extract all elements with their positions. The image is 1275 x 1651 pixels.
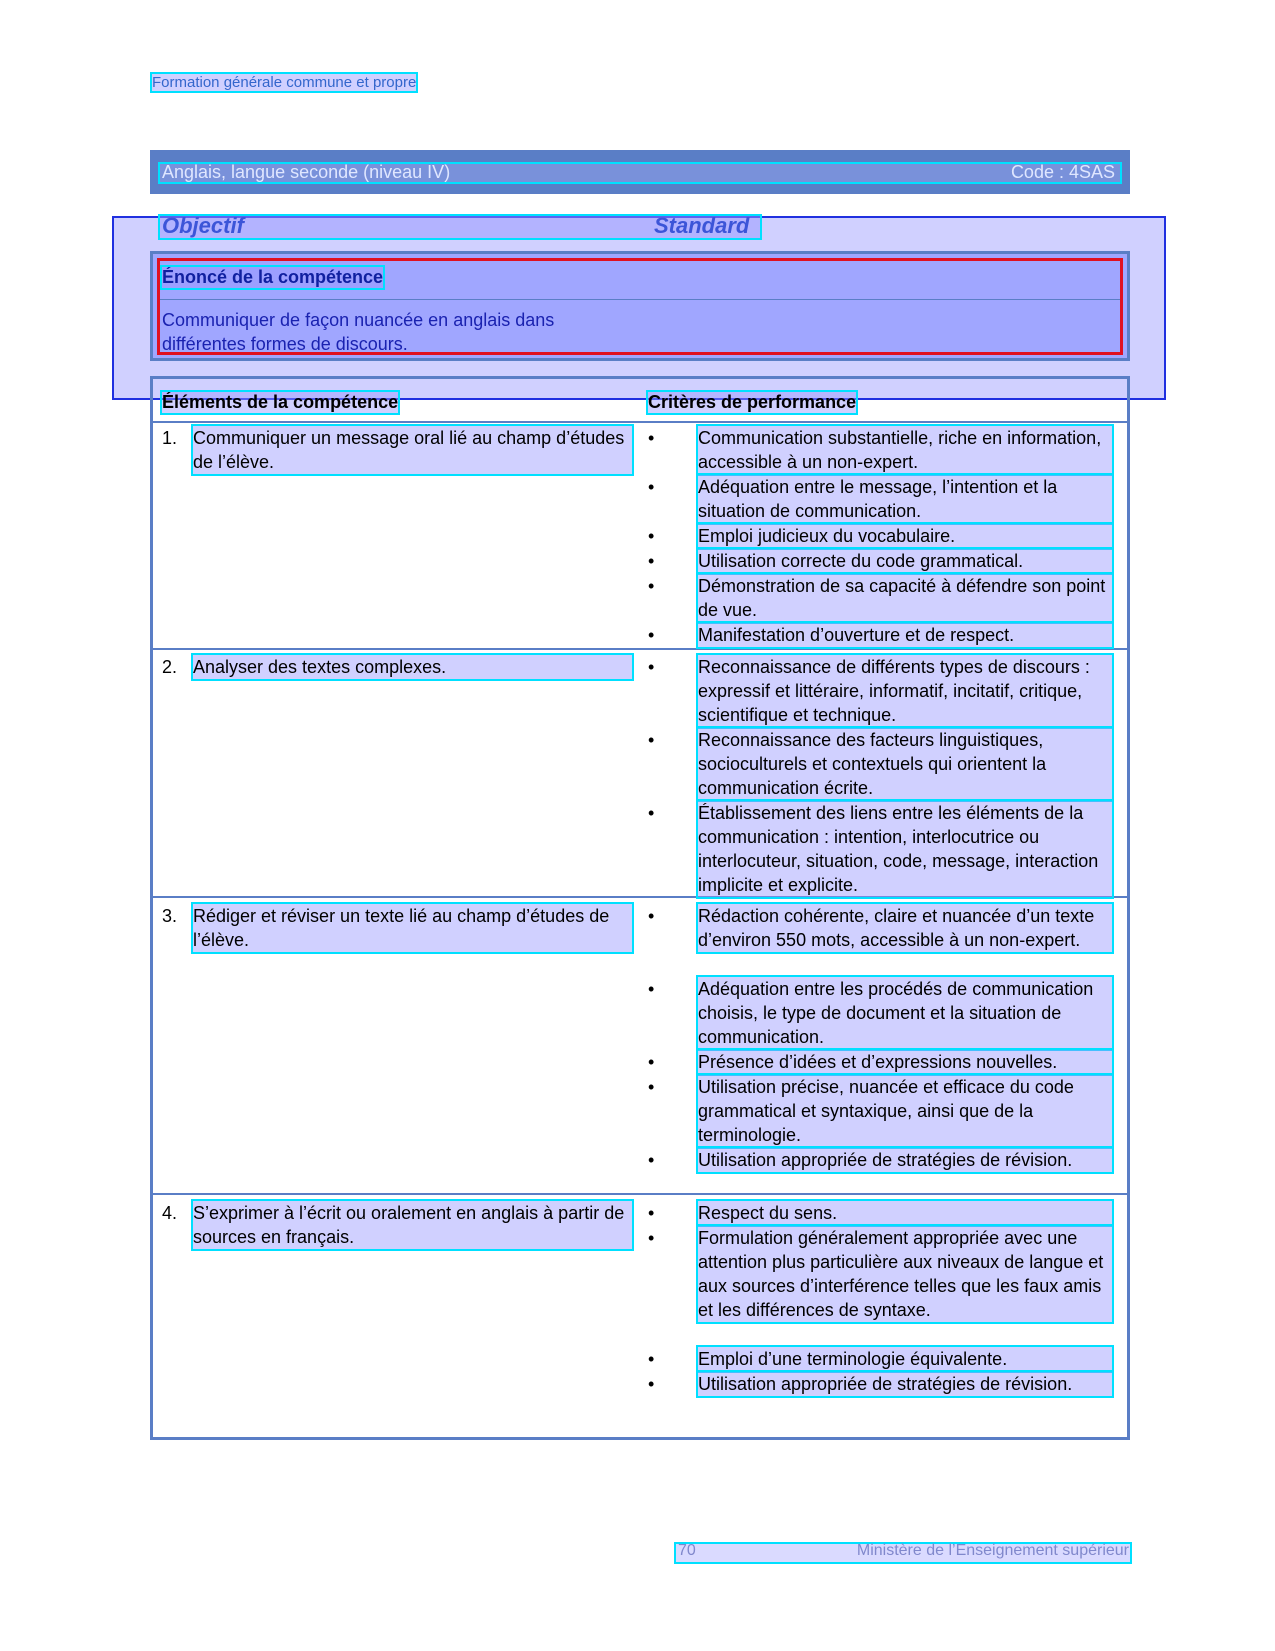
bullet-icon: • [648,979,655,999]
criterion-item: • Adéquation entre les procédés de communication choisis, le type de document et la situation de communication. [652,977,1112,1049]
objectif-label: Objectif [162,213,244,238]
element-text: S’exprimer à l’écrit ou oralement en anglais à partir de sources en français. [193,1201,632,1249]
criterion-item: • Utilisation correcte du code grammatical. [652,549,1112,573]
elements-header: Éléments de la compétence [162,392,399,412]
bullet-icon: • [648,1150,655,1170]
criterion-item: • Emploi d’une terminologie équivalente. [652,1347,1112,1371]
criterion-item: • Utilisation précise, nuancée et efficace du code grammatical et syntaxique, ainsi que de la terminologie. [652,1075,1112,1147]
criterion-item: • Utilisation appropriée de stratégies de révision. [652,1148,1112,1172]
criterion-item: • Reconnaissance des facteurs linguistiques, socioculturels et contextuels qui orientent la communication écrite. [652,728,1112,800]
bullet-icon: • [648,526,655,546]
bullet-icon: • [648,1077,655,1097]
course-title: Anglais, langue seconde (niveau IV) [162,162,451,182]
criterion-item: • Emploi judicieux du vocabulaire. [652,524,1112,548]
element-text: Analyser des textes complexes. [193,655,632,679]
table-row-element [162,1201,632,1249]
bullet-icon: • [648,1203,655,1223]
table-row-divider [152,648,1128,650]
criterion-item: • Reconnaissance de différents types de discours : expressif et littéraire, informatif, incitatif, critique, scientifique et technique. [652,655,1112,727]
page-number: 70 [678,1542,696,1559]
bullet-icon: • [648,1374,655,1394]
bullet-icon: • [648,1349,655,1369]
criterion-item: • Démonstration de sa capacité à défendre son point de vue. [652,574,1112,622]
bullet-icon: • [648,477,655,497]
standard-label: Standard [654,213,750,238]
bullet-icon: • [648,1052,655,1072]
running-header: Formation générale commune et propre [152,74,417,91]
bullet-icon: • [648,803,655,823]
criterion-item: • Adéquation entre le message, l’intention et la situation de communication. [652,475,1112,523]
bullet-icon: • [648,1228,655,1248]
criterion-item: • Utilisation appropriée de stratégies de révision. [652,1372,1112,1396]
bullet-icon: • [648,657,655,677]
element-number: 3. [162,906,178,926]
bullet-icon: • [648,551,655,571]
criterion-item: • Communication substantielle, riche en information, accessible à un non-expert. [652,426,1112,474]
bullet-icon: • [648,906,655,926]
element-number: 4. [162,1203,178,1223]
element-text: Communiquer un message oral lié au champ d’études de l’élève. [193,426,632,474]
criteria-header: Critères de performance [648,392,857,412]
criterion-item: • Établissement des liens entre les éléments de la communication : intention, interlocutrice ou interlocuteur, situation, code, message, interaction implicite et explicite. [652,801,1112,897]
bullet-icon: • [648,576,655,596]
table-row-divider [152,1193,1128,1195]
element-number: 2. [162,657,178,677]
enonce-title: Énoncé de la compétence [162,267,384,287]
table-row-element [162,904,632,952]
criterion-item: • Manifestation d’ouverture et de respect. [652,623,1112,647]
table-row-element [162,426,632,474]
element-number: 1. [162,428,178,448]
criterion-item: • Rédaction cohérente, claire et nuancée d’un texte d’environ 550 mots, accessible à un non-expert. [652,904,1112,952]
criterion-item: • Respect du sens. [652,1201,1112,1225]
bullet-icon: • [648,428,655,448]
bullet-icon: • [648,625,655,645]
table-header-divider [152,421,1128,423]
criterion-item: • Présence d’idées et d’expressions nouvelles. [652,1050,1112,1074]
course-code: Code : 4SAS [1010,162,1115,182]
table-row-element [162,655,632,679]
enonce-divider [160,299,1120,300]
bullet-icon: • [648,730,655,750]
element-text: Rédiger et réviser un texte lié au champ d’études de l’élève. [193,904,632,952]
criterion-item: • Formulation généralement appropriée avec une attention plus particulière aux niveaux de langue et aux sources d’interférence telles que les faux amis et les différences de syntaxe. [652,1226,1112,1322]
enonce-text: Communiquer de façon nuancée en anglais dans différentes formes de discours. [162,310,555,354]
footer-ministry: Ministère de l’Enseignement supérieur [856,1542,1129,1559]
